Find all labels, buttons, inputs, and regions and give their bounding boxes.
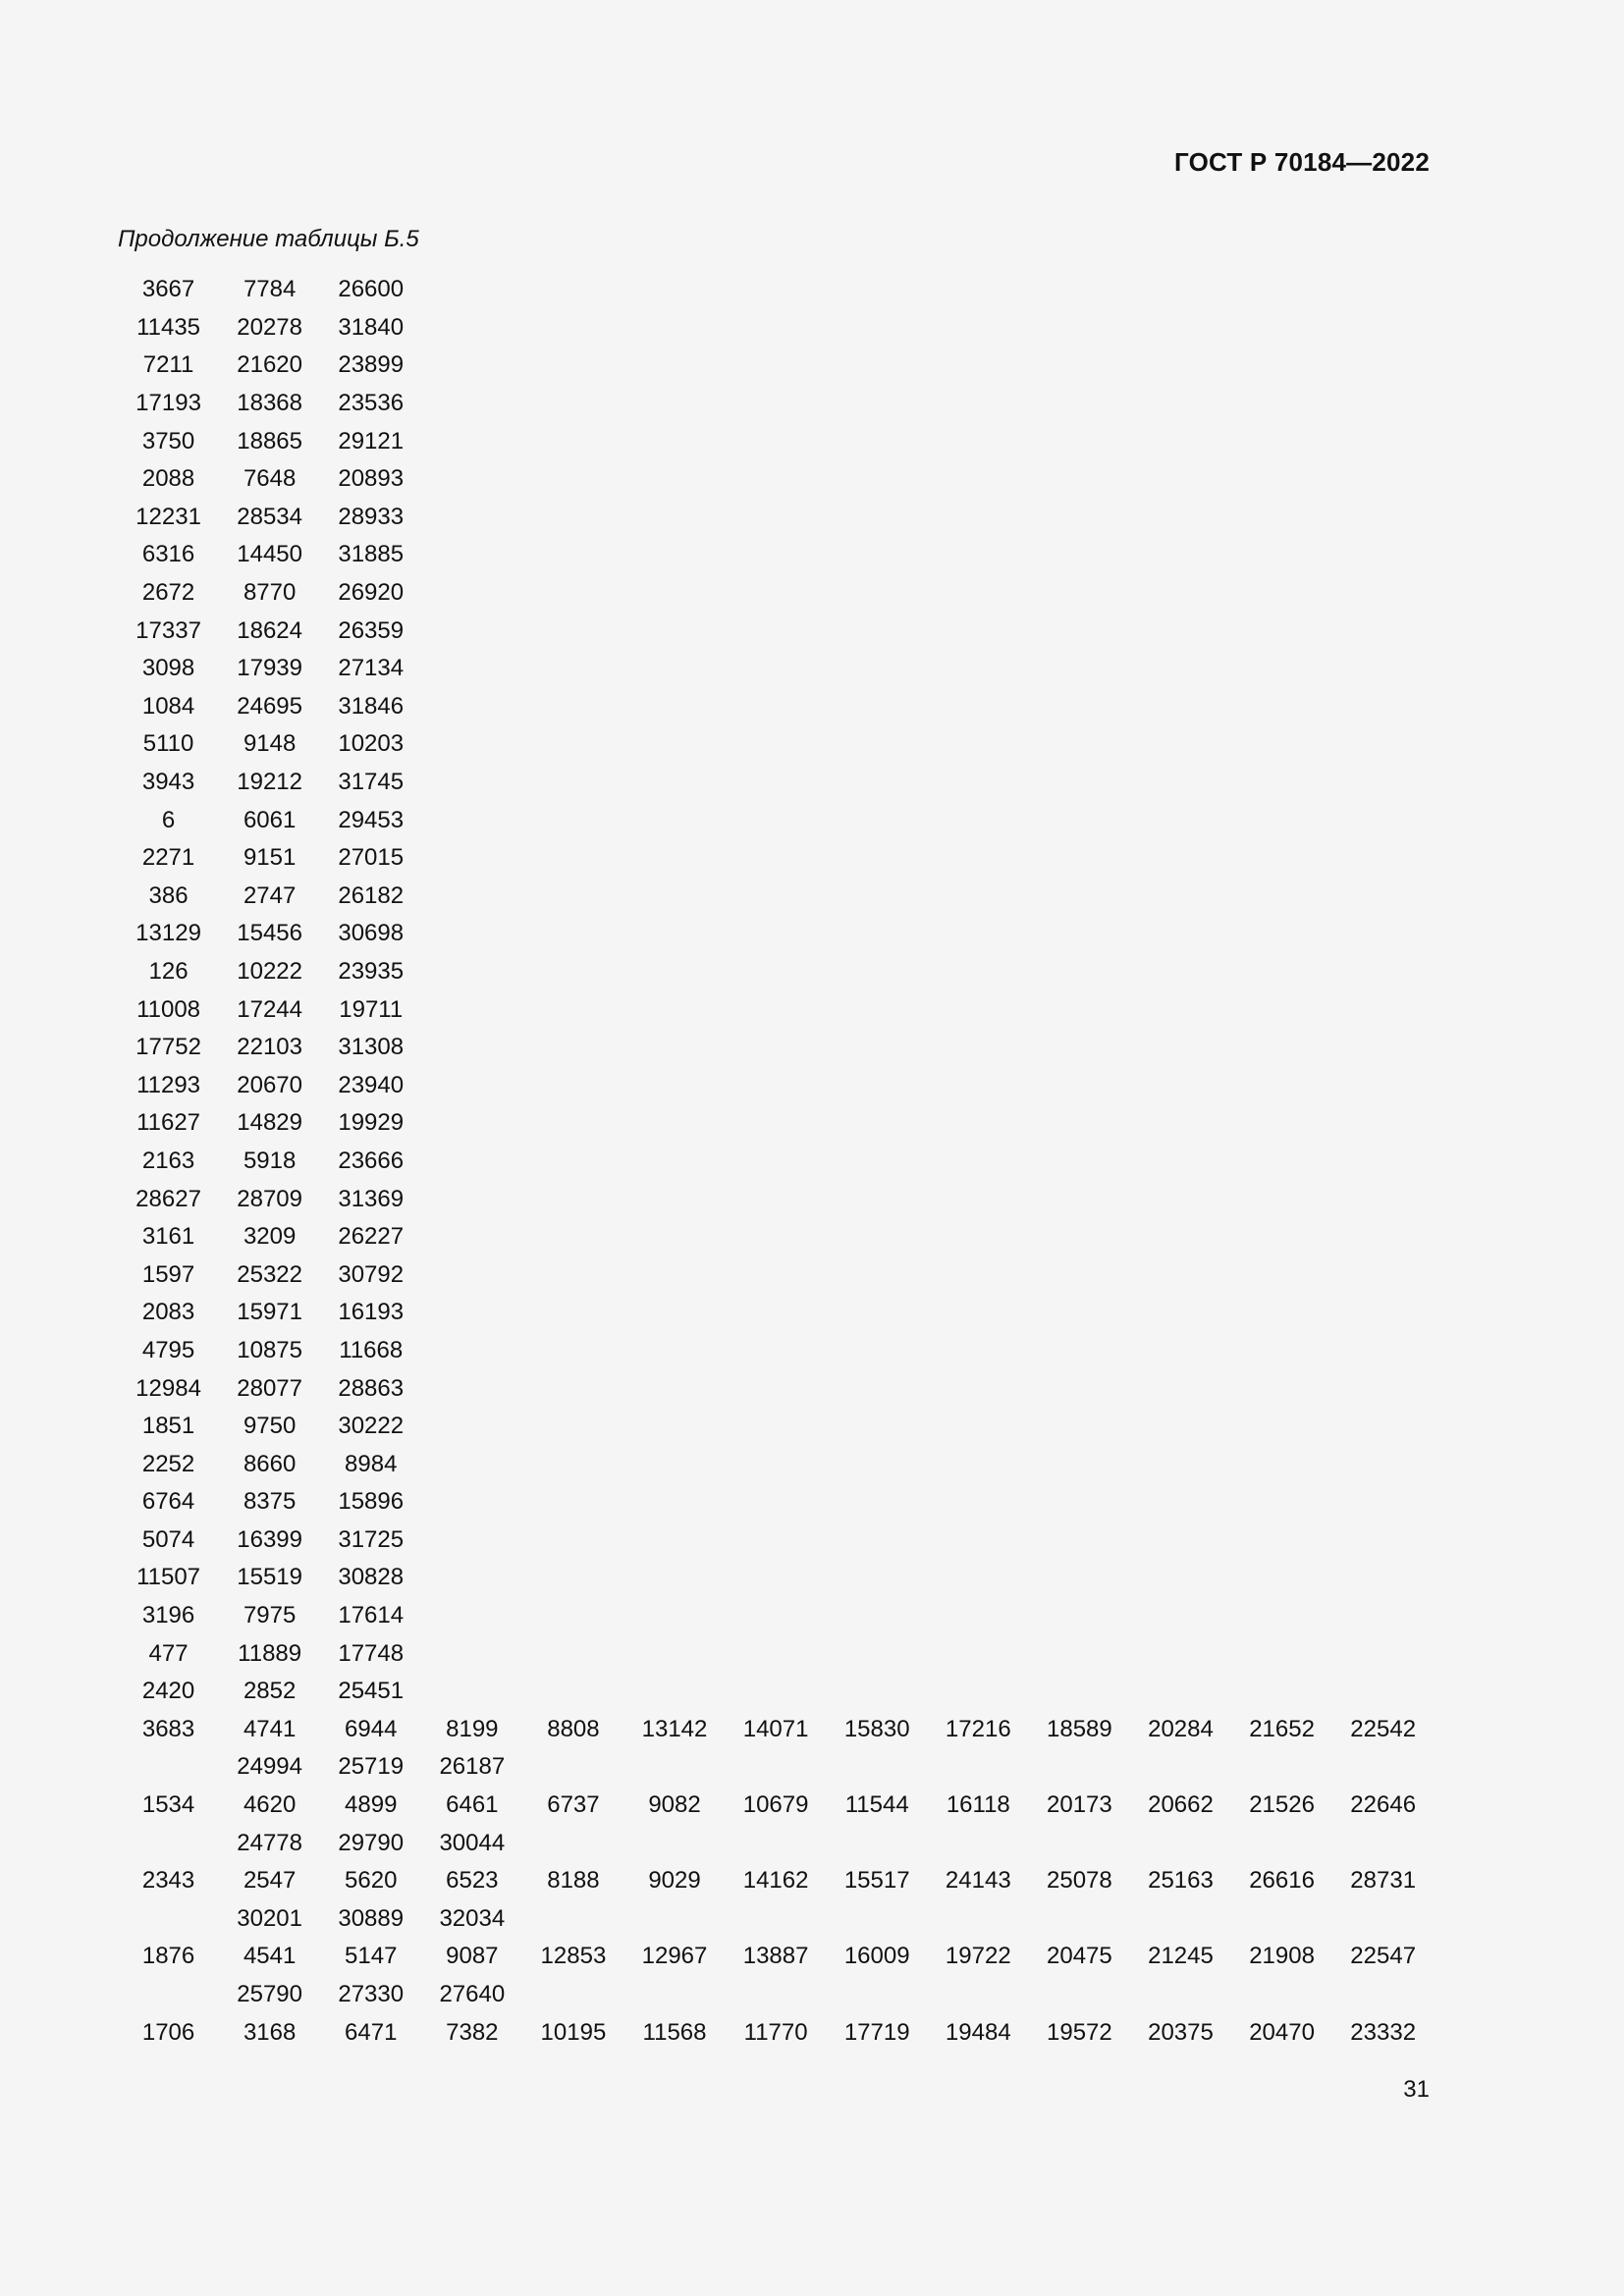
table-cell: 20475	[1047, 1943, 1112, 1970]
table-row	[118, 2013, 1434, 2052]
table-row	[118, 1369, 1434, 1408]
table-cell: 28933	[338, 503, 405, 530]
table-cell: 30201	[237, 1904, 303, 1932]
table-cell: 28731	[1350, 1867, 1417, 1895]
table-cell: 25790	[237, 1981, 303, 2008]
table-cell: 2547	[243, 1867, 297, 1895]
table-cell: 11770	[743, 2018, 808, 2046]
table-cell: 9151	[243, 844, 297, 872]
table-cell: 4795	[141, 1336, 195, 1363]
table-cell: 15519	[237, 1564, 303, 1591]
table-cell: 10875	[237, 1336, 303, 1363]
table-cell: 4899	[345, 1791, 398, 1819]
table-cell: 15896	[338, 1488, 405, 1516]
table-cell: 11668	[339, 1336, 404, 1363]
table-cell: 25322	[237, 1260, 303, 1288]
table-row	[118, 1294, 1434, 1332]
table-cell: 17337	[135, 616, 201, 644]
table-cell: 15971	[237, 1299, 303, 1326]
table-cell: 7211	[142, 351, 194, 379]
table-cell: 17244	[237, 995, 303, 1023]
table-row	[118, 1787, 1434, 1825]
table-cell: 21526	[1249, 1791, 1315, 1819]
table-cell: 19484	[945, 2018, 1011, 2046]
table-cell: 18624	[237, 616, 303, 644]
table-cell: 11544	[844, 1791, 909, 1819]
table-cell: 9148	[243, 730, 297, 758]
table-cell: 10679	[742, 1791, 809, 1819]
table-cell: 26616	[1249, 1867, 1315, 1895]
table-cell: 31840	[338, 313, 405, 341]
table-cell: 17614	[338, 1602, 405, 1629]
table-cell: 3168	[243, 2018, 297, 2046]
table-cell: 20893	[338, 465, 405, 493]
table-cell: 22547	[1350, 1943, 1417, 1970]
table-cell: 2163	[141, 1147, 195, 1174]
table-cell: 17216	[945, 1715, 1011, 1742]
table-cell: 32034	[439, 1904, 506, 1932]
table-cell: 31745	[338, 769, 405, 796]
table-cell: 386	[148, 881, 189, 909]
table-cell: 2343	[141, 1867, 195, 1895]
table-cell: 26187	[439, 1753, 506, 1781]
table-cell: 13129	[135, 920, 201, 947]
table-cell: 17719	[843, 2018, 910, 2046]
table-cell: 31725	[338, 1525, 405, 1553]
table-cell: 27134	[338, 655, 405, 682]
table-row	[118, 460, 1434, 499]
table-cell: 3098	[141, 655, 195, 682]
table-cell: 23666	[338, 1147, 405, 1174]
table-cell: 6944	[345, 1715, 398, 1742]
table-row	[118, 536, 1434, 574]
table-cell: 15456	[237, 920, 303, 947]
table-cell: 23940	[338, 1071, 405, 1098]
table-cell: 3750	[141, 427, 195, 454]
table-row	[118, 1862, 1434, 1900]
page-number: 31	[1403, 2076, 1430, 2103]
table-cell: 7784	[243, 276, 297, 303]
table-cell: 31846	[338, 692, 405, 720]
table-row	[118, 385, 1434, 423]
table-cell: 28627	[135, 1185, 201, 1212]
table-cell: 29790	[338, 1829, 405, 1856]
table-cell: 30889	[338, 1904, 405, 1932]
table-cell: 3209	[243, 1223, 297, 1251]
table-cell: 24778	[237, 1829, 303, 1856]
table-cell: 8984	[345, 1450, 398, 1477]
table-cell: 3196	[141, 1602, 195, 1629]
table-row	[118, 1824, 1434, 1862]
table-cell: 17752	[135, 1034, 201, 1061]
table-cell: 1851	[141, 1413, 195, 1440]
table-cell: 6	[161, 806, 176, 833]
table-cell: 30044	[439, 1829, 506, 1856]
table-cell: 11293	[136, 1071, 201, 1098]
table-cell: 4541	[243, 1943, 297, 1970]
table-cell: 9087	[446, 1943, 499, 1970]
table-cell: 7382	[446, 2018, 499, 2046]
table-cell: 27330	[338, 1981, 405, 2008]
table-cell: 15830	[843, 1715, 910, 1742]
table-caption: Продолжение таблицы Б.5	[118, 226, 419, 252]
table-row	[118, 1255, 1434, 1294]
table-row	[118, 1218, 1434, 1256]
table-cell: 6461	[446, 1791, 499, 1819]
table-row	[118, 1900, 1434, 1939]
table-cell: 8808	[547, 1715, 600, 1742]
table-cell: 18368	[237, 390, 303, 417]
table-cell: 9029	[648, 1867, 701, 1895]
table-cell: 3161	[141, 1223, 195, 1251]
table-row	[118, 1938, 1434, 1976]
table-row	[118, 347, 1434, 385]
table-cell: 10203	[338, 730, 405, 758]
table-row	[118, 499, 1434, 537]
table-cell: 7975	[243, 1602, 297, 1629]
table-cell: 16193	[338, 1299, 405, 1326]
table-cell: 4620	[243, 1791, 297, 1819]
table-cell: 477	[148, 1639, 189, 1667]
table-cell: 21245	[1148, 1943, 1214, 1970]
table-row	[118, 650, 1434, 688]
table-row	[118, 1066, 1434, 1104]
table-cell: 9082	[648, 1791, 701, 1819]
table-cell: 16399	[237, 1525, 303, 1553]
table-cell: 31369	[338, 1185, 405, 1212]
table-row	[118, 574, 1434, 613]
table-cell: 2420	[141, 1678, 195, 1705]
table-row	[118, 309, 1434, 347]
table-cell: 20284	[1148, 1715, 1214, 1742]
table-cell: 21620	[237, 351, 303, 379]
table-cell: 16009	[843, 1943, 910, 1970]
table-row	[118, 1180, 1434, 1218]
table-cell: 22103	[237, 1034, 303, 1061]
table-cell: 11889	[238, 1639, 302, 1667]
table-cell: 29121	[338, 427, 405, 454]
table-cell: 20670	[237, 1071, 303, 1098]
table-cell: 28077	[237, 1374, 303, 1402]
table-cell: 29453	[338, 806, 405, 833]
table-row	[118, 1748, 1434, 1787]
table-cell: 19572	[1047, 2018, 1112, 2046]
document-code: ГОСТ Р 70184—2022	[1174, 147, 1430, 177]
table-cell: 2088	[141, 465, 195, 493]
table-cell: 30792	[338, 1260, 405, 1288]
table-cell: 25163	[1148, 1867, 1214, 1895]
table-cell: 17193	[135, 390, 201, 417]
table-row	[118, 1143, 1434, 1181]
table-cell: 26182	[338, 881, 405, 909]
table-row	[118, 422, 1434, 460]
table-cell: 12853	[540, 1943, 607, 1970]
table-cell: 4741	[243, 1715, 297, 1742]
table-cell: 8375	[243, 1488, 297, 1516]
table-row	[118, 725, 1434, 764]
table-cell: 7648	[243, 465, 297, 493]
table-row	[118, 1029, 1434, 1067]
table-cell: 12984	[135, 1374, 201, 1402]
table-row	[118, 953, 1434, 991]
table-cell: 8188	[547, 1867, 600, 1895]
table-cell: 26227	[338, 1223, 405, 1251]
table-cell: 5918	[243, 1147, 297, 1174]
table-cell: 5110	[142, 730, 194, 758]
table-cell: 2252	[141, 1450, 195, 1477]
table-cell: 1597	[141, 1260, 195, 1288]
table-cell: 25451	[338, 1678, 405, 1705]
table-cell: 13887	[742, 1943, 809, 1970]
table-cell: 31308	[338, 1034, 405, 1061]
table-cell: 23899	[338, 351, 405, 379]
table-row	[118, 1559, 1434, 1597]
table-cell: 20173	[1047, 1791, 1112, 1819]
table-cell: 17748	[338, 1639, 405, 1667]
table-cell: 14829	[237, 1109, 303, 1137]
table-cell: 12967	[641, 1943, 708, 1970]
table-cell: 23536	[338, 390, 405, 417]
table-cell: 20278	[237, 313, 303, 341]
table-cell: 9750	[243, 1413, 297, 1440]
table-cell: 21652	[1249, 1715, 1315, 1742]
table-cell: 6316	[141, 541, 195, 568]
table-cell: 26920	[338, 579, 405, 607]
table-cell: 18589	[1047, 1715, 1112, 1742]
table-cell: 25719	[338, 1753, 405, 1781]
table-row	[118, 612, 1434, 650]
table-row	[118, 271, 1434, 309]
table-cell: 26359	[338, 616, 405, 644]
table-cell: 2271	[141, 844, 195, 872]
table-row	[118, 1104, 1434, 1143]
table-cell: 28534	[237, 503, 303, 530]
table-cell: 14450	[237, 541, 303, 568]
table-cell: 20470	[1249, 2018, 1315, 2046]
table-row	[118, 878, 1434, 916]
table-cell: 6764	[141, 1488, 195, 1516]
table-cell: 24695	[237, 692, 303, 720]
table-cell: 14162	[742, 1867, 809, 1895]
table-cell: 11568	[642, 2018, 707, 2046]
table-cell: 3667	[141, 276, 195, 303]
table-cell: 19212	[237, 769, 303, 796]
table-cell: 26600	[338, 276, 405, 303]
table-cell: 5074	[141, 1525, 195, 1553]
table-cell: 20662	[1148, 1791, 1214, 1819]
table-cell: 3683	[141, 1715, 195, 1742]
table-cell: 12231	[135, 503, 201, 530]
table-row	[118, 688, 1434, 726]
table-row	[118, 1673, 1434, 1711]
table-cell: 30222	[338, 1413, 405, 1440]
table-cell: 1706	[141, 2018, 195, 2046]
table-cell: 6471	[345, 2018, 398, 2046]
table-cell: 6523	[446, 1867, 499, 1895]
table-cell: 8770	[243, 579, 297, 607]
table-cell: 6061	[243, 806, 297, 833]
table-cell: 27640	[439, 1981, 506, 2008]
table-cell: 2083	[141, 1299, 195, 1326]
table-cell: 25078	[1047, 1867, 1112, 1895]
table-cell: 21908	[1249, 1943, 1315, 1970]
table-cell: 22542	[1350, 1715, 1417, 1742]
table-cell: 31885	[338, 541, 405, 568]
table-cell: 3943	[141, 769, 195, 796]
table-row	[118, 839, 1434, 878]
table-cell: 15517	[843, 1867, 910, 1895]
table-cell: 11627	[136, 1109, 201, 1137]
table-cell: 1876	[141, 1943, 195, 1970]
table-cell: 5147	[345, 1943, 398, 1970]
table-cell: 17939	[237, 655, 303, 682]
table-cell: 30828	[338, 1564, 405, 1591]
table-cell: 8199	[446, 1715, 499, 1742]
table-cell: 24994	[237, 1753, 303, 1781]
table-cell: 23332	[1350, 2018, 1417, 2046]
table-cell: 8660	[243, 1450, 297, 1477]
table-cell: 2747	[243, 881, 297, 909]
table-cell: 24143	[945, 1867, 1011, 1895]
data-table	[118, 271, 1434, 2052]
table-cell: 23935	[338, 957, 405, 985]
table-cell: 19929	[338, 1109, 405, 1137]
table-row	[118, 1634, 1434, 1673]
table-row	[118, 1711, 1434, 1749]
table-cell: 16118	[946, 1791, 1010, 1819]
table-cell: 19722	[945, 1943, 1011, 1970]
table-cell: 28709	[237, 1185, 303, 1212]
table-cell: 11435	[136, 313, 201, 341]
table-row	[118, 801, 1434, 839]
table-row	[118, 1445, 1434, 1483]
table-cell: 22646	[1350, 1791, 1417, 1819]
table-cell: 6737	[547, 1791, 600, 1819]
table-row	[118, 1332, 1434, 1370]
table-cell: 1534	[141, 1791, 195, 1819]
table-row	[118, 1483, 1434, 1522]
table-row	[118, 1408, 1434, 1446]
table-cell: 19711	[339, 995, 404, 1023]
table-cell: 13142	[641, 1715, 708, 1742]
table-row	[118, 764, 1434, 802]
table-cell: 28863	[338, 1374, 405, 1402]
table-cell: 126	[148, 957, 189, 985]
table-row	[118, 1597, 1434, 1635]
table-cell: 2672	[141, 579, 195, 607]
table-cell: 11507	[136, 1564, 201, 1591]
table-cell: 1084	[141, 692, 195, 720]
table-cell: 27015	[338, 844, 405, 872]
table-cell: 30698	[338, 920, 405, 947]
table-cell: 20375	[1148, 2018, 1214, 2046]
table-cell: 18865	[237, 427, 303, 454]
table-row	[118, 1976, 1434, 2014]
table-row	[118, 915, 1434, 953]
table-cell: 5620	[345, 1867, 398, 1895]
table-cell: 11008	[136, 995, 201, 1023]
table-cell: 14071	[742, 1715, 809, 1742]
table-row	[118, 990, 1434, 1029]
table-cell: 10222	[237, 957, 303, 985]
table-row	[118, 1522, 1434, 1560]
table-cell: 10195	[540, 2018, 607, 2046]
table-cell: 2852	[243, 1678, 297, 1705]
